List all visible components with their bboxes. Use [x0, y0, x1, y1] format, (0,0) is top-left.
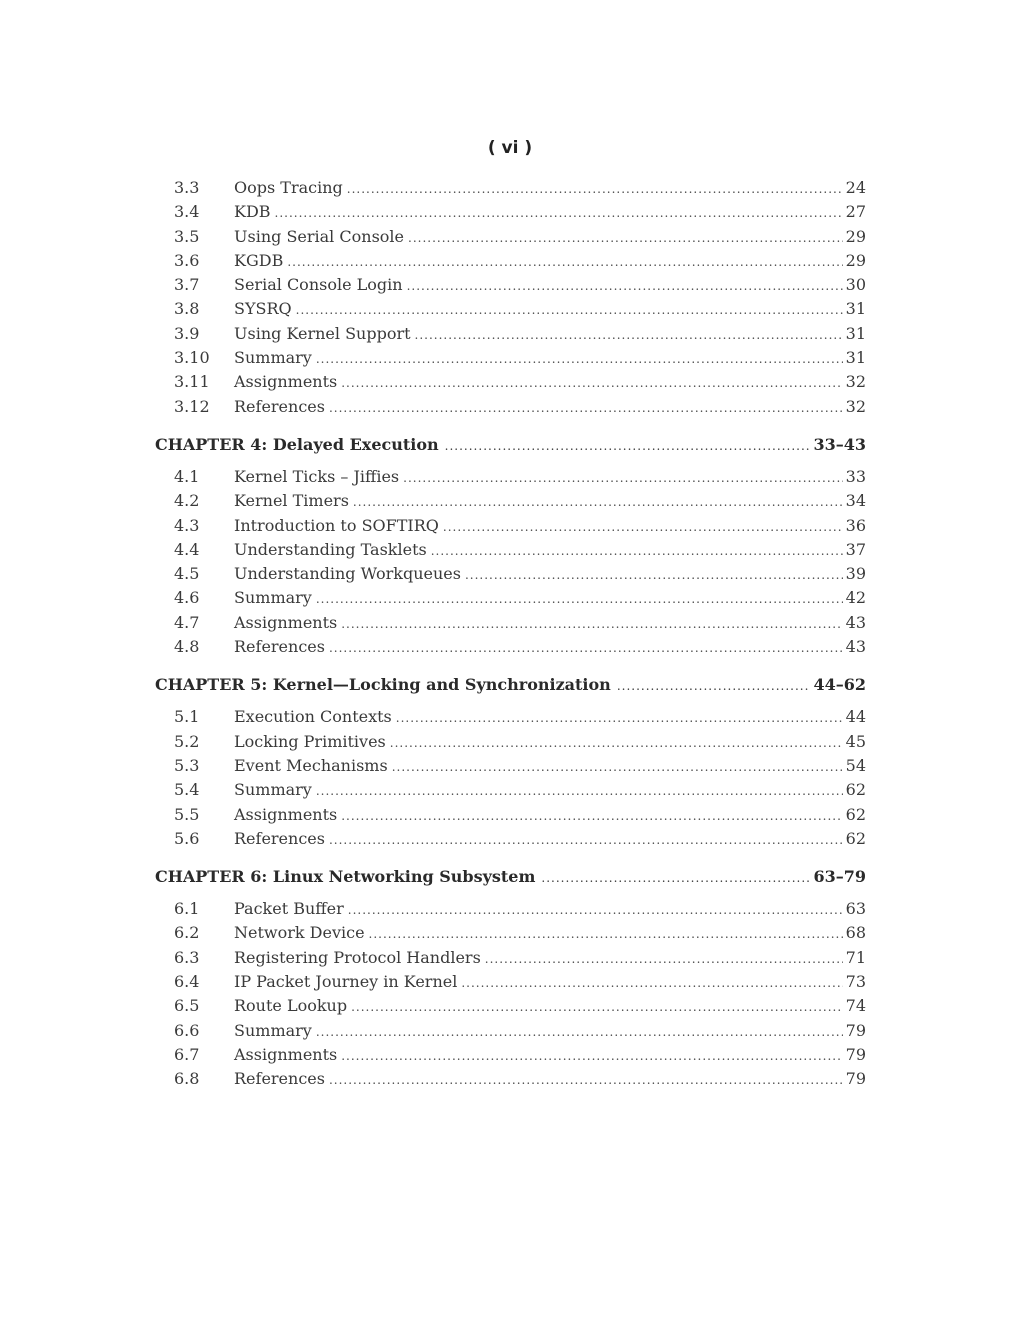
section-number: 4.8 — [174, 637, 200, 657]
toc-entry[interactable] — [155, 946, 866, 970]
section-title: Assignments — [234, 372, 338, 392]
dot-leader — [275, 201, 843, 225]
toc-entry[interactable] — [155, 730, 866, 754]
section-page-number: 43 — [845, 637, 866, 657]
toc-entry[interactable] — [155, 465, 866, 489]
section-page-number: 54 — [845, 755, 866, 775]
toc-entry[interactable] — [155, 395, 866, 419]
section-number: 6.5 — [174, 996, 200, 1016]
chapter-page-range: 63–79 — [813, 867, 866, 887]
section-page-number: 31 — [845, 323, 866, 343]
section-number: 4.7 — [174, 612, 200, 632]
toc-entry[interactable] — [155, 897, 866, 921]
section-title: References — [234, 396, 325, 416]
section-title: KGDB — [234, 250, 284, 270]
section-number: 6.8 — [174, 1069, 200, 1089]
section-title: Route Lookup — [234, 996, 348, 1016]
section-title: Packet Buffer — [234, 899, 344, 919]
section-page-number: 30 — [845, 275, 866, 295]
section-number: 4.5 — [174, 564, 200, 584]
dot-leader — [287, 250, 842, 274]
toc-entry[interactable] — [155, 273, 866, 297]
section-title: Locking Primitives — [234, 731, 386, 751]
section-title: Summary — [234, 588, 312, 608]
dot-leader — [341, 1044, 842, 1068]
dot-leader — [485, 947, 843, 971]
section-title: IP Packet Journey in Kernel — [234, 972, 458, 992]
section-title: SYSRQ — [234, 299, 292, 319]
dot-leader — [461, 971, 842, 995]
dot-leader — [445, 434, 811, 458]
dot-leader — [617, 674, 811, 698]
section-title: Summary — [234, 780, 312, 800]
toc-entry[interactable] — [155, 803, 866, 827]
toc-entry[interactable] — [155, 297, 866, 321]
section-page-number: 79 — [845, 1020, 866, 1040]
section-number: 4.1 — [174, 466, 200, 486]
chapter-heading[interactable] — [155, 865, 866, 889]
section-title: Oops Tracing — [234, 178, 343, 197]
section-page-number: 33 — [845, 466, 866, 486]
section-number: 6.3 — [174, 947, 200, 967]
toc-entry[interactable] — [155, 611, 866, 635]
dot-leader — [351, 995, 843, 1019]
dot-leader — [316, 347, 843, 371]
section-number: 3.8 — [174, 299, 200, 319]
section-title: KDB — [234, 202, 271, 222]
toc-entry[interactable] — [155, 754, 866, 778]
toc-entry[interactable] — [155, 562, 866, 586]
dot-leader — [443, 515, 843, 539]
section-number: 3.10 — [174, 348, 210, 368]
dot-leader — [407, 274, 843, 298]
toc-entry[interactable] — [155, 921, 866, 945]
dot-leader — [316, 1020, 843, 1044]
section-number: 5.4 — [174, 780, 200, 800]
toc-entry[interactable] — [155, 635, 866, 659]
dot-leader — [390, 731, 843, 755]
section-number: 3.6 — [174, 250, 200, 270]
section-number: 4.4 — [174, 539, 200, 559]
section-number: 5.2 — [174, 731, 200, 751]
chapter-title: CHAPTER 6: Linux Networking Subsystem — [155, 867, 536, 887]
section-number: 3.4 — [174, 202, 200, 222]
section-number: 3.12 — [174, 396, 210, 416]
page-number: ( vi ) — [487, 138, 533, 158]
section-title: Understanding Workqueues — [234, 564, 461, 584]
chapter-title: CHAPTER 4: Delayed Execution — [155, 434, 439, 454]
section-number: 3.7 — [174, 275, 200, 295]
section-number: 5.3 — [174, 755, 200, 775]
toc-entry[interactable] — [155, 322, 866, 346]
dot-leader — [396, 706, 843, 730]
toc-entry[interactable] — [155, 827, 866, 851]
section-page-number: 31 — [845, 348, 866, 368]
section-title: Summary — [234, 1020, 312, 1040]
section-page-number: 27 — [845, 202, 866, 222]
section-title: Kernel Timers — [234, 491, 349, 511]
chapter-title: CHAPTER 5: Kernel—Locking and Synchronization — [155, 675, 611, 695]
section-number: 6.4 — [174, 972, 200, 992]
section-page-number: 62 — [845, 804, 866, 824]
toc-entry[interactable] — [155, 489, 866, 513]
section-number: 3.11 — [174, 372, 210, 392]
section-title: Using Serial Console — [234, 226, 404, 246]
section-title: References — [234, 1069, 325, 1089]
toc-entry[interactable] — [155, 346, 866, 370]
toc-entry[interactable] — [155, 970, 866, 994]
dot-leader — [392, 755, 843, 779]
section-page-number: 71 — [845, 947, 866, 967]
section-number: 4.3 — [174, 515, 200, 535]
section-page-number: 73 — [845, 972, 866, 992]
toc-entry[interactable] — [155, 249, 866, 273]
toc-entry[interactable] — [155, 994, 866, 1018]
section-number: 5.6 — [174, 828, 200, 848]
section-page-number: 37 — [845, 539, 866, 559]
section-page-number: 34 — [845, 491, 866, 511]
section-title: Assignments — [234, 1044, 338, 1064]
section-number: 3.9 — [174, 323, 200, 343]
section-title: Assignments — [234, 804, 338, 824]
toc-entry[interactable] — [155, 705, 866, 729]
section-page-number: 63 — [845, 899, 866, 919]
section-page-number: 62 — [845, 828, 866, 848]
toc-entry[interactable] — [155, 514, 866, 538]
dot-leader — [341, 804, 842, 828]
dot-leader — [369, 922, 843, 946]
section-title: Registering Protocol Handlers — [234, 947, 481, 967]
dot-leader — [329, 1068, 843, 1092]
dot-leader — [341, 371, 842, 395]
section-number: 6.7 — [174, 1044, 200, 1064]
chapter-page-range: 33–43 — [813, 434, 866, 454]
section-page-number: 42 — [845, 588, 866, 608]
chapter-heading[interactable] — [155, 673, 866, 697]
toc-entry[interactable] — [155, 1067, 866, 1091]
section-page-number: 45 — [845, 731, 866, 751]
dot-leader — [431, 539, 843, 563]
section-number: 4.6 — [174, 588, 200, 608]
section-title: Event Mechanisms — [234, 755, 388, 775]
dot-leader — [316, 587, 843, 611]
toc-entry[interactable] — [155, 1043, 866, 1067]
dot-leader — [329, 828, 843, 852]
dot-leader — [415, 323, 843, 347]
section-number: 5.5 — [174, 804, 200, 824]
section-page-number: 74 — [845, 996, 866, 1016]
section-page-number: 62 — [845, 780, 866, 800]
dot-leader — [341, 612, 842, 636]
table-of-contents — [155, 176, 866, 1092]
section-number: 6.6 — [174, 1020, 200, 1040]
dot-leader — [296, 298, 843, 322]
section-page-number: 29 — [845, 250, 866, 270]
toc-entry[interactable] — [155, 778, 866, 802]
section-number: 3.3 — [174, 178, 200, 197]
section-page-number: 79 — [845, 1069, 866, 1089]
section-page-number: 79 — [845, 1044, 866, 1064]
dot-leader — [541, 866, 810, 890]
section-page-number: 43 — [845, 612, 866, 632]
section-title: Serial Console Login — [234, 275, 403, 295]
section-title: References — [234, 828, 325, 848]
toc-entry[interactable] — [155, 370, 866, 394]
section-number: 5.1 — [174, 707, 200, 727]
dot-leader — [347, 177, 843, 201]
toc-entry[interactable] — [155, 176, 866, 200]
chapter-heading[interactable] — [155, 433, 866, 457]
section-page-number: 31 — [845, 299, 866, 319]
section-title: Kernel Ticks – Jiffies — [234, 466, 400, 486]
section-title: Network Device — [234, 923, 365, 943]
toc-entry[interactable] — [155, 1019, 866, 1043]
dot-leader — [403, 466, 843, 490]
toc-entry[interactable] — [155, 586, 866, 610]
section-title: Execution Contexts — [234, 707, 392, 727]
toc-entry[interactable] — [155, 538, 866, 562]
chapter-page-range: 44–62 — [813, 675, 866, 695]
dot-leader — [408, 226, 843, 250]
section-page-number: 44 — [845, 707, 866, 727]
dot-leader — [465, 563, 843, 587]
section-page-number: 32 — [845, 396, 866, 416]
dot-leader — [353, 490, 843, 514]
section-page-number: 29 — [845, 226, 866, 246]
section-number: 6.2 — [174, 923, 200, 943]
section-title: Summary — [234, 348, 312, 368]
dot-leader — [329, 396, 843, 420]
section-title: Using Kernel Support — [234, 323, 411, 343]
section-number: 4.2 — [174, 491, 200, 511]
section-page-number: 24 — [845, 178, 866, 197]
section-page-number: 36 — [845, 515, 866, 535]
dot-leader — [348, 898, 843, 922]
toc-entry[interactable] — [155, 200, 866, 224]
section-title: References — [234, 637, 325, 657]
section-title: Understanding Tasklets — [234, 539, 427, 559]
section-number: 3.5 — [174, 226, 200, 246]
toc-entry[interactable] — [155, 225, 866, 249]
section-page-number: 68 — [845, 923, 866, 943]
dot-leader — [316, 779, 843, 803]
section-page-number: 39 — [845, 564, 866, 584]
section-title: Assignments — [234, 612, 338, 632]
section-title: Introduction to SOFTIRQ — [234, 515, 439, 535]
section-page-number: 32 — [845, 372, 866, 392]
section-number: 6.1 — [174, 899, 200, 919]
dot-leader — [329, 636, 843, 660]
